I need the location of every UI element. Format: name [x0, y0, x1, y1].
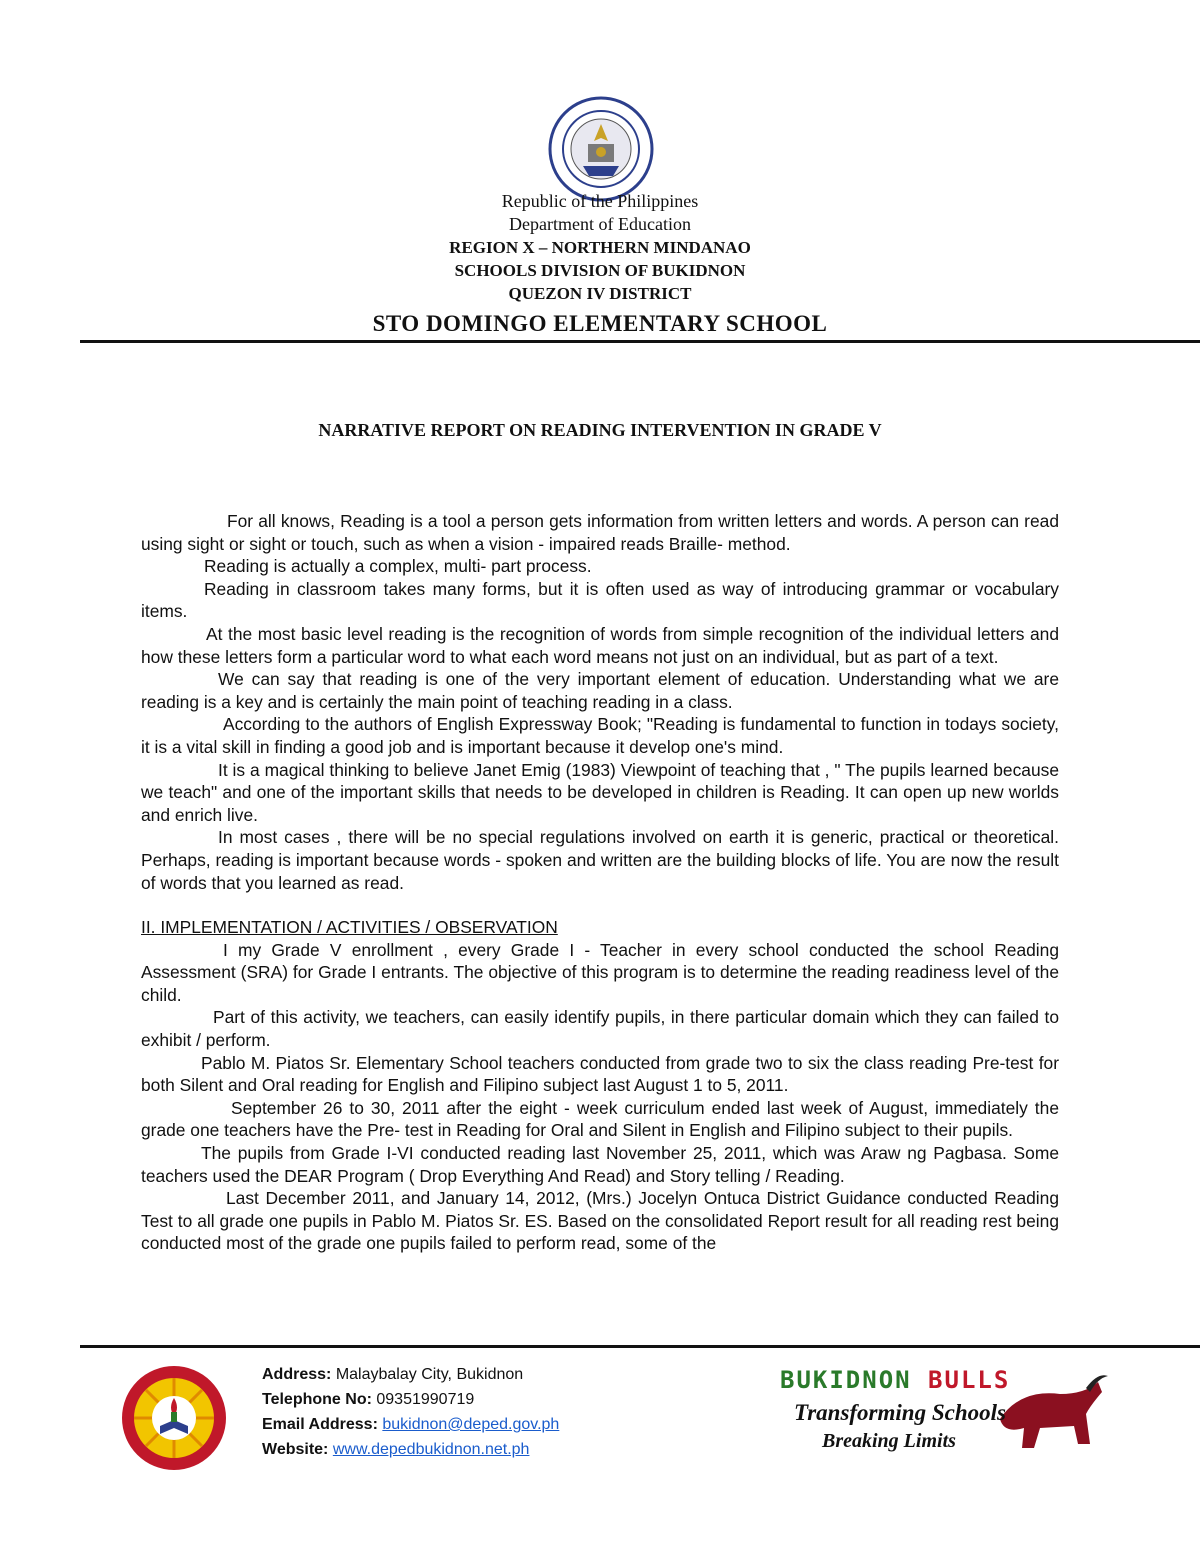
paragraph: Reading is actually a complex, multi- part process. [204, 556, 592, 577]
paragraph: It is a magical thinking to believe Janet Emig (1983) Viewpoint of teaching that , " The pupils learned because we teach" and one of the important skills that needs to be developed in children is Reading. It can open up new worlds and enrich live. [141, 759, 1059, 825]
district-line: QUEZON IV DISTRICT [508, 284, 692, 303]
division-line: SCHOOLS DIVISION OF BUKIDNON [454, 261, 746, 280]
report-body [141, 510, 1059, 1255]
division-logo-icon [120, 1364, 228, 1472]
email-row [262, 1412, 559, 1437]
phone-value: 09351990719 [376, 1391, 475, 1408]
website-row [262, 1437, 559, 1462]
paragraph: At the most basic level reading is the recognition of words from simple recognition of the individual letters and how these letters form a particular word to what each word means not just on an individual, but as part of a text. [141, 623, 1059, 667]
deped-seal-icon [548, 96, 654, 202]
section-heading: II. IMPLEMENTATION / ACTIVITIES / OBSERVATION [141, 917, 558, 938]
phone-label: Telephone No: [262, 1391, 372, 1408]
header-divider [80, 340, 1200, 343]
region-line: REGION X – NORTHERN MINDANAO [449, 238, 751, 257]
bukidnon-bulls-logo [780, 1364, 1100, 1464]
paragraph: Last December 2011, and January 14, 2012, (Mrs.) Jocelyn Ontuca District Guidance conducted Reading Test to all grade one pupils in Pablo M. Piatos Sr. ES. Based on the consolidated Report result for all reading rest being conducted most of the grade one pupils failed to perform read, some of the [141, 1188, 1059, 1254]
paragraph: In most cases , there will be no special regulations involved on earth it is generic, practical or theoretical. Perhaps, reading is important because words - spoken and written are the building blocks of life. You are now the result of words that you learned as read. [141, 827, 1059, 893]
brand-tagline-1: Transforming Schools [794, 1400, 1006, 1425]
address-row [262, 1362, 559, 1387]
republic-line: Republic of the Philippines [501, 191, 699, 211]
paragraph: Pablo M. Piatos Sr. Elementary School teachers conducted from grade two to six the class reading Pre-test for both Silent and Oral reading for English and Filipino subject last August 1 to 5, 2011. [141, 1052, 1059, 1096]
paragraph: Part of this activity, we teachers, can easily identify pupils, in there particular domain which they can failed to exhibit / perform. [141, 1007, 1059, 1051]
paragraph: The pupils from Grade I-VI conducted reading last November 25, 2011, which was Araw ng Pagbasa. Some teachers used the DEAR Program ( Drop Everything And Read) and Story telling / Reading. [141, 1143, 1059, 1186]
paragraph: I my Grade V enrollment , every Grade I - Teacher in every school conducted the school Reading Assessment (SRA) for Grade I entrants. The objective of this program is to determine the reading readiness level of the child. [141, 939, 1059, 1005]
report-title: NARRATIVE REPORT ON READING INTERVENTION IN GRADE V [318, 420, 882, 440]
brand-title: BUKIDNON BULLS [780, 1366, 1011, 1394]
paragraph: We can say that reading is one of the very important element of education. Understanding what we are reading is a key and is certainly the main point of teaching reading in a class. [141, 669, 1059, 712]
paragraph: According to the authors of English Expressway Book; "Reading is fundamental to function in todays society, it is a vital skill in finding a good job and is important because it develop one's mind. [141, 714, 1059, 757]
paragraph: Reading in classroom takes many forms, but it is often used as way of introducing grammar or vocabulary items. [141, 578, 1059, 622]
address-value: Malaybalay City, Bukidnon [335, 1366, 524, 1383]
email-label: Email Address: [262, 1416, 378, 1433]
website-label: Website: [262, 1441, 329, 1458]
contact-info [262, 1362, 559, 1462]
paragraph: For all knows, Reading is a tool a person gets information from written letters and words. A person can read using sight or sight or touch, such as when a vision - impaired reads Braille- method. [141, 511, 1059, 554]
school-name: STO DOMINGO ELEMENTARY SCHOOL [372, 311, 828, 336]
phone-row [262, 1387, 559, 1412]
letterhead [0, 190, 1200, 339]
department-line: Department of Education [509, 214, 691, 234]
address-label: Address: [262, 1366, 332, 1383]
paragraph: September 26 to 30, 2011 after the eight - week curriculum ended last week of August, immediately the grade one teachers have the Pre- test in Reading for Oral and Silent in English and Filipino subject to their pupils. [141, 1097, 1059, 1141]
brand-tagline-2: Breaking Limits [822, 1430, 956, 1452]
footer-divider [80, 1345, 1200, 1348]
website-link[interactable]: www.depedbukidnon.net.ph [332, 1441, 530, 1458]
email-link[interactable]: bukidnon@deped.gov.ph [382, 1416, 560, 1433]
